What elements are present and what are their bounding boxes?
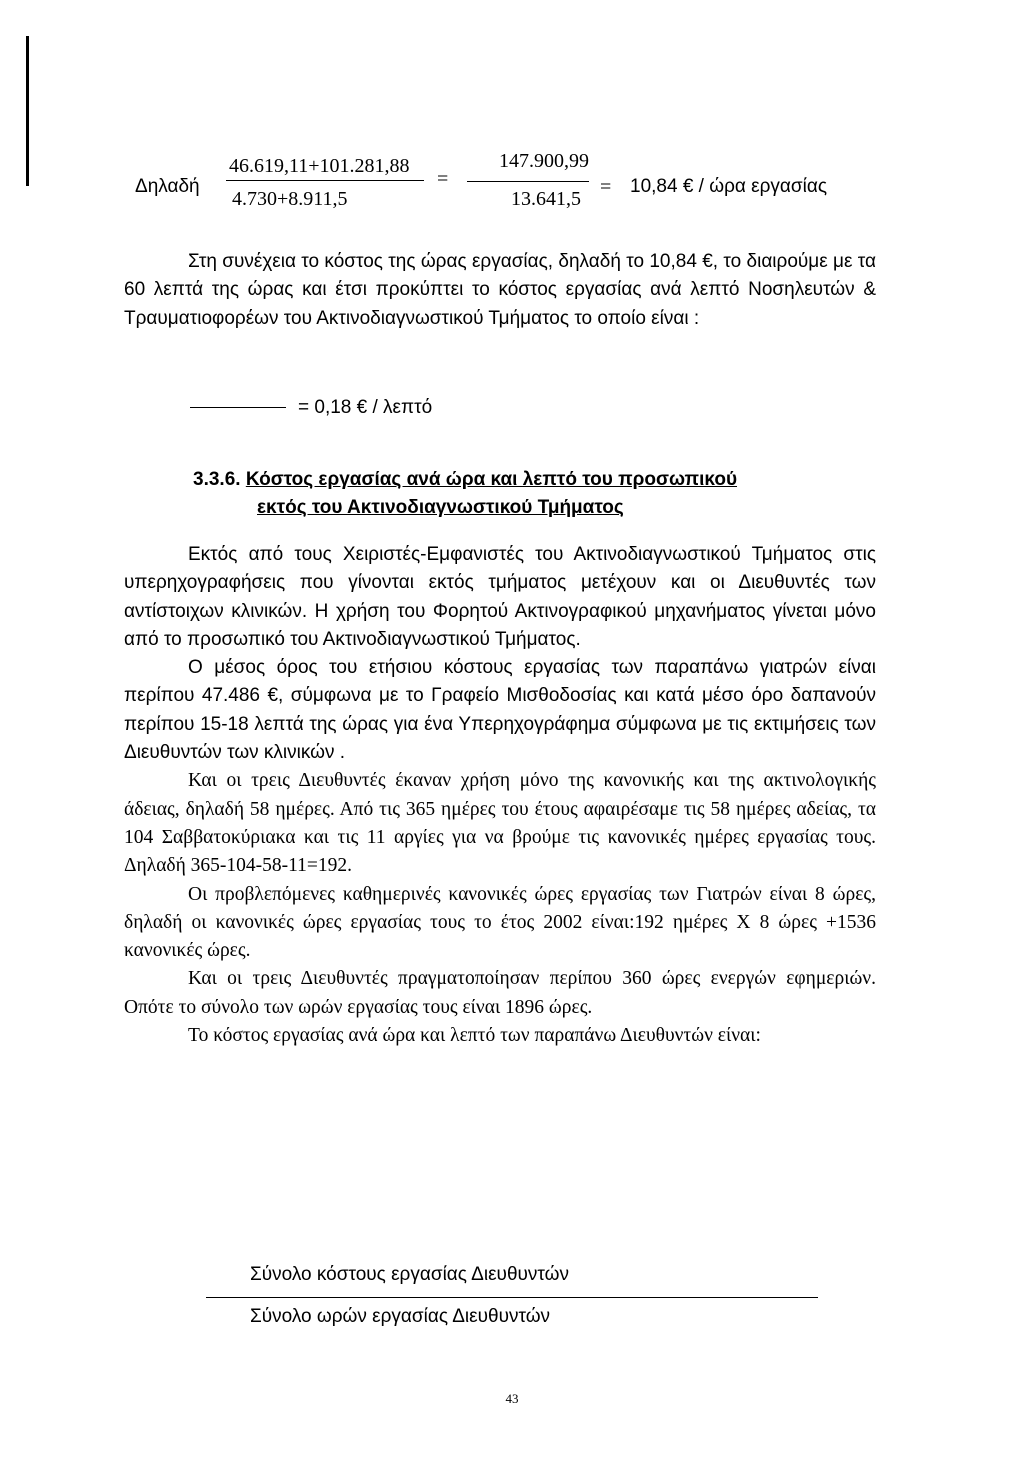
fraction-numerator-2: 147.900,99	[499, 150, 589, 172]
formula-fraction-bar	[206, 1297, 818, 1298]
fraction-denominator-2: 13.641,5	[511, 188, 581, 210]
fraction-numerator-1: 46.619,11+101.281,88	[229, 155, 410, 177]
fraction-denominator-1: 4.730+8.911,5	[232, 188, 348, 210]
body-text	[124, 541, 876, 1050]
body-paragraph-3: Και οι τρεις Διευθυντές έκαναν χρήση μόνο της κανονικής και της ακτινολογικής άδειας, δηλαδή 58 ημέρες. Από τις 365 ημέρες του έτους αφαιρέσαμε τις 58 ημέρες αδείας, τα 104 Σαββατοκύριακα και τις 11 αργίες για να βρούμε τις κανονικές ημέρες εργασίας τους. Δηλαδή 365-104-58-11=192.	[124, 770, 876, 877]
fraction-bar-2	[467, 181, 589, 182]
section-title-line-1: Κόστος εργασίας ανά ώρα και λεπτό του προσωπικού	[245, 469, 738, 490]
formula-numerator: Σύνολο κόστους εργασίας Διευθυντών	[250, 1264, 569, 1285]
per-minute-fraction-bar	[190, 407, 286, 408]
equals-sign-2: =	[600, 176, 612, 198]
section-number: 3.3.6.	[193, 469, 241, 490]
fraction-prefix: Δηλαδή	[135, 176, 200, 197]
section-heading	[193, 466, 893, 522]
body-paragraph-4: Οι προβλεπόμενες καθημερινές κανονικές ώρες εργασίας των Γιατρών είναι 8 ώρες, δηλαδή οι κανονικές ώρες εργασίας τους το έτος 2002 είναι:192 ημέρες Χ 8 ώρες +1536 κανονικές ώρες.	[124, 883, 876, 962]
equals-sign-1: =	[437, 168, 449, 190]
body-paragraph-6: Το κόστος εργασίας ανά ώρα και λεπτό των παραπάνω Διευθυντών είναι:	[188, 1025, 761, 1047]
formula-denominator: Σύνολο ωρών εργασίας Διευθυντών	[250, 1306, 551, 1327]
intro-paragraph	[124, 248, 876, 333]
body-paragraph-2: Ο μέσος όρος του ετήσιου κόστους εργασίας των παραπάνω γιατρών είναι περίπου 47.486 €, σύμφωνα με το Γραφείο Μισθοδοσίας και κατά μέσο όρο δαπανούν περίπου 15-18 λεπτά της ώρας για ένα Υπερηχογράφημα σύμφωνα με τις εκτιμήσεις των Διευθυντών των κλινικών .	[124, 657, 876, 764]
per-minute-result: = 0,18 € / λεπτό	[298, 397, 433, 418]
fraction-bar-1	[226, 180, 424, 181]
scan-edge-line	[26, 36, 29, 186]
fraction-result: 10,84 € / ώρα εργασίας	[630, 176, 827, 197]
page-number: 43	[505, 1391, 519, 1406]
body-paragraph-1: Εκτός από τους Χειριστές-Εμφανιστές του Ακτινοδιαγνωστικού Τμήματος στις υπερηχογραφήσεις που γίνονται εκτός τμήματος μετέχουν και οι Διευθυντές των αντίστοιχων κλινικών. Η χρήση του Φορητού Ακτινογραφικού μηχανήματος γίνεται μόνο από το προσωπικό του Ακτινοδιαγνωστικού Τμήματος.	[124, 544, 876, 650]
paragraph-text: Στη συνέχεια το κόστος της ώρας εργασίας, δηλαδή το 10,84 €, το διαιρούμε με τα 60 λεπτά της ώρας και έτσι προκύπτει το κόστος εργασίας ανά λεπτό Νοσηλευτών & Τραυματιοφορέων του Ακτινοδιαγνωστικού Τμήματος το οποίο είναι :	[124, 251, 876, 329]
section-title-line-2: εκτός του Ακτινοδιαγνωστικού Τμήματος	[257, 497, 624, 518]
body-paragraph-5: Και οι τρεις Διευθυντές πραγματοποίησαν περίπου 360 ώρες ενεργών εφημεριών. Οπότε το σύνολο των ωρών εργασίας τους είναι 1896 ώρες.	[124, 968, 876, 1018]
